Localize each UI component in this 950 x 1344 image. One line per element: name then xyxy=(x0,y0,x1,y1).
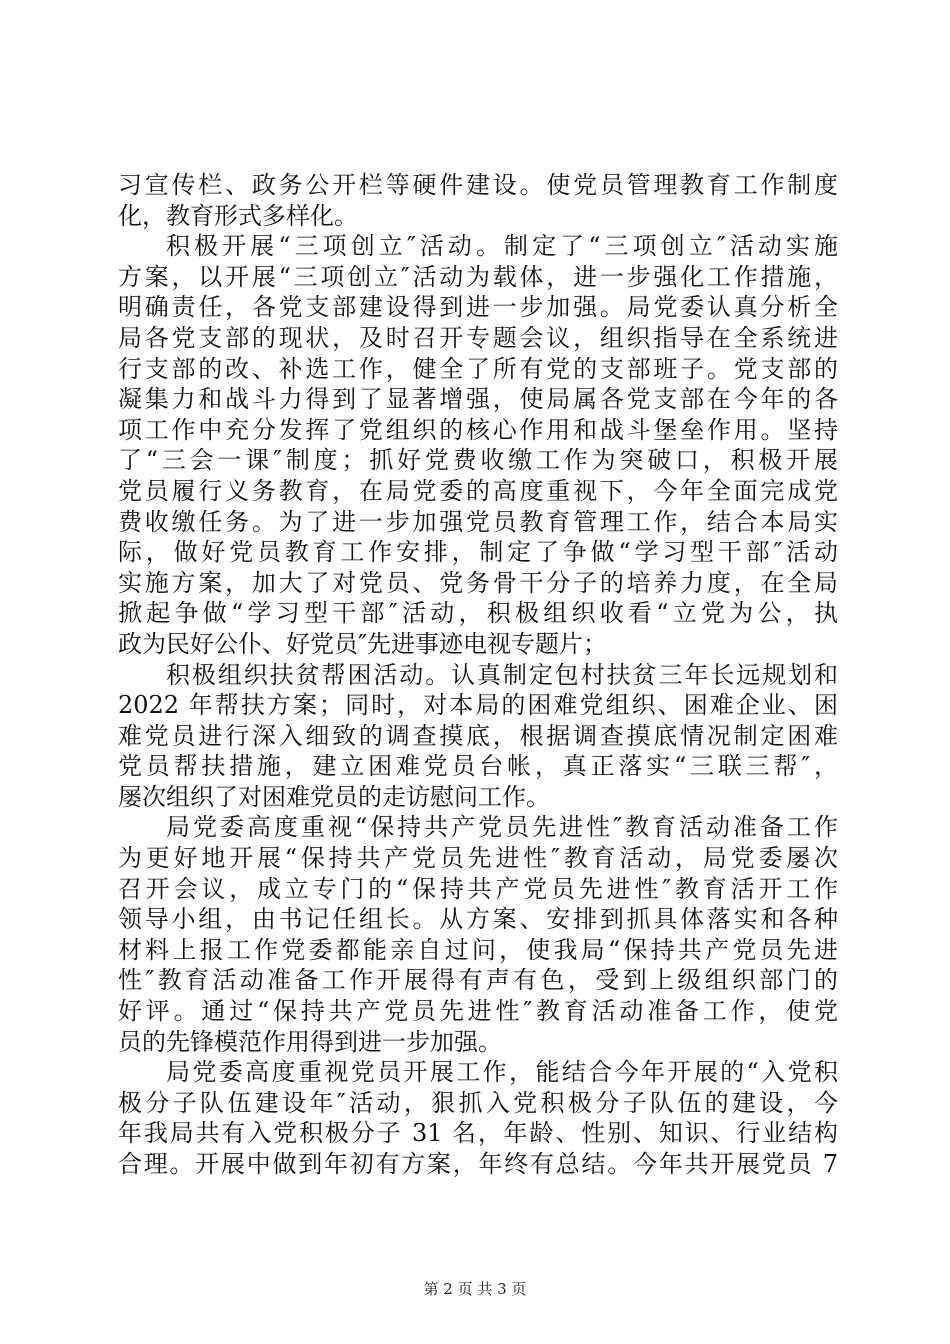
text-line: 党员履行义务教育，在局党委的高度重视下，今年全面完成党 xyxy=(118,476,838,505)
text-line: 积极开展“三项创立″活动。制定了“三项创立″活动实施 xyxy=(166,232,838,261)
text-line: 行支部的改、补选工作，健全了所有党的支部班子。党支部的 xyxy=(118,354,838,383)
text-line: 领导小组，由书记任组长。从方案、安排到抓具体落实和各种 xyxy=(118,905,838,934)
text-line: 积极组织扶贫帮困活动。认真制定包村扶贫三年长远规划和 xyxy=(166,660,838,689)
body-text xyxy=(118,170,838,1180)
text-line: 局各党支部的现状，及时召开专题会议，组织指导在全系统进 xyxy=(118,323,838,352)
text-line: 年我局共有入党积极分子 31 名，年龄、性别、知识、行业结构 xyxy=(118,1119,838,1148)
text-line: 实施方案，加大了对党员、党务骨干分子的培养力度，在全局 xyxy=(118,568,838,597)
text-line: 屡次组织了对困难党员的走访慰问工作。 xyxy=(118,782,550,811)
text-line: 凝集力和战斗力得到了显著增强，使局属各党支部在今年的各 xyxy=(118,385,838,414)
text-line: 掀起争做“学习型干部″活动，积极组织收看“立党为公，执 xyxy=(118,599,838,628)
text-line: 费收缴任务。为了进一步加强党员教育管理工作，结合本局实 xyxy=(118,507,838,536)
text-line: 好评。通过“保持共产党员先进性″教育活动准备工作，使党 xyxy=(118,997,838,1026)
text-line: 合理。开展中做到年初有方案，年终有总结。今年共开展党员 7 xyxy=(118,1150,838,1178)
text-line: 极分子队伍建设年″活动，狠抓入党积极分子队伍的建设，今 xyxy=(118,1088,838,1117)
text-line: 明确责任，各党支部建设得到进一步加强。局党委认真分析全 xyxy=(118,293,838,322)
text-line: 性″教育活动准备工作开展得有声有色，受到上级组织部门的 xyxy=(118,966,838,995)
text-line: 材料上报工作党委都能亲自过问，使我局“保持共产党员先进 xyxy=(118,935,838,964)
text-line: 召开会议，成立专门的“保持共产党员先进性″教育活开工作 xyxy=(118,874,838,903)
text-line: 际，做好党员教育工作安排，制定了争做“学习型干部″活动 xyxy=(118,538,838,567)
text-line: 化，教育形式多样化。 xyxy=(118,201,358,230)
text-line: 党员帮扶措施，建立困难党员台帐，真正落实“三联三帮″， xyxy=(118,752,838,781)
text-line: 项工作中充分发挥了党组织的核心作用和战斗堡垒作用。坚持 xyxy=(118,415,838,444)
text-line: 局党委高度重视党员开展工作，能结合今年开展的“入党积 xyxy=(166,1058,838,1087)
text-line: 为更好地开展“保持共产党员先进性″教育活动，局党委屡次 xyxy=(118,844,838,873)
text-line: 员的先锋模范作用得到进一步加强。 xyxy=(118,1027,502,1056)
text-line: 习宣传栏、政务公开栏等硬件建设。使党员管理教育工作制度 xyxy=(118,171,838,199)
text-line: 局党委高度重视“保持共产党员先进性″教育活动准备工作 xyxy=(166,813,838,842)
text-line: 2022 年帮扶方案；同时，对本局的困难党组织、困难企业、困 xyxy=(118,691,838,720)
text-line: 政为民好公仆、好党员″先进事迹电视专题片； xyxy=(118,629,607,658)
text-line: 了“三会一课″制度；抓好党费收缴工作为突破口，积极开展 xyxy=(118,446,838,475)
text-line: 方案，以开展“三项创立″活动为载体，进一步强化工作措施， xyxy=(118,262,838,291)
text-line: 难党员进行深入细致的调查摸底，根据调查摸底情况制定困难 xyxy=(118,721,838,750)
page-footer: 第 2 页 共 3 页 xyxy=(423,1280,527,1298)
